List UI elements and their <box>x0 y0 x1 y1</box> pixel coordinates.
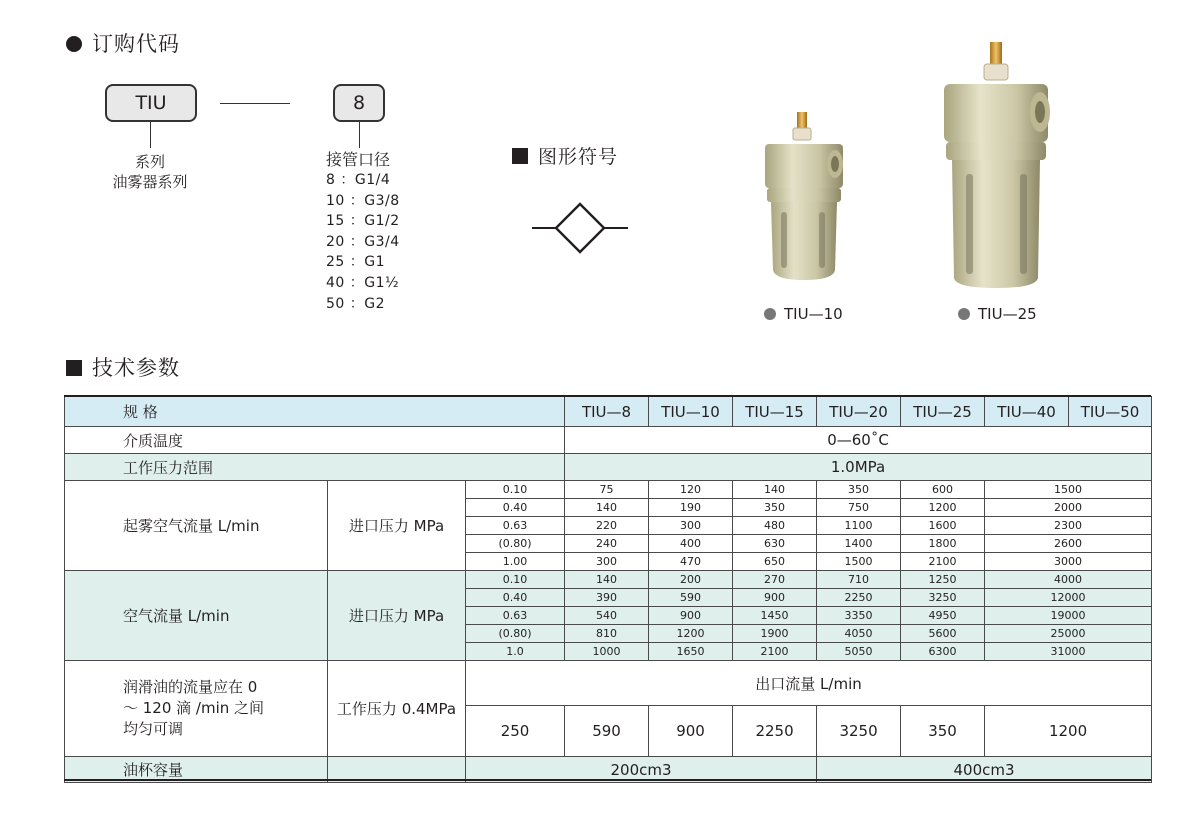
header-model: TIU—10 <box>649 397 733 427</box>
value-cell: 3000 <box>985 553 1152 571</box>
row-sublabel: 进口压力 MPa <box>328 481 466 571</box>
value-cell: 1000 <box>565 643 649 661</box>
header-model: TIU—25 <box>901 397 985 427</box>
pressure-cell: 1.0 <box>466 643 565 661</box>
header-model: TIU—40 <box>985 397 1069 427</box>
port-option: 25 ：G1 <box>326 254 386 271</box>
bullet-square-icon <box>66 360 82 376</box>
value-cell: 2600 <box>985 535 1152 553</box>
lubricator-large-image <box>930 40 1060 290</box>
lube-label <box>65 661 328 757</box>
value-cell: 270 <box>733 571 817 589</box>
lube-label-line: ～ 120 滴 /min 之间 <box>123 699 265 717</box>
value-cell: 350 <box>733 499 817 517</box>
value-cell: 1200 <box>649 625 733 643</box>
port-option: 40 ：G1½ <box>326 274 400 291</box>
value-cell: 1800 <box>901 535 985 553</box>
value-cell: 390 <box>565 589 649 607</box>
lube-label-line: 润滑油的流量应在 0 <box>123 678 258 696</box>
bullet-square-icon <box>512 148 528 164</box>
header-model: TIU—50 <box>1069 397 1152 427</box>
port-code: 8 <box>352 92 366 114</box>
value-cell: 2300 <box>985 517 1152 535</box>
row-sublabel: 进口压力 MPa <box>328 571 466 661</box>
code-dash <box>220 103 290 104</box>
product-caption-large <box>958 305 1037 323</box>
port-code-box <box>333 84 385 122</box>
value-cell: 630 <box>733 535 817 553</box>
value-cell: 140 <box>733 481 817 499</box>
value-cell: 5050 <box>817 643 901 661</box>
value-cell: 480 <box>733 517 817 535</box>
outlet-value: 250 <box>466 706 565 757</box>
value-cell: 19000 <box>985 607 1152 625</box>
table-row <box>65 481 1152 499</box>
row-label: 起雾空气流量 L/min <box>65 481 328 571</box>
value-cell: 3350 <box>817 607 901 625</box>
lube-label-line: 均匀可调 <box>123 720 184 738</box>
pressure-cell: 1.00 <box>466 553 565 571</box>
outlet-value: 900 <box>649 706 733 757</box>
symbol-heading <box>512 142 618 169</box>
pressure-cell: 0.40 <box>466 589 565 607</box>
header-model: TIU—8 <box>565 397 649 427</box>
bullet-circle-icon <box>66 36 82 52</box>
value-cell: 6300 <box>901 643 985 661</box>
grey-dot-icon <box>764 308 776 320</box>
work-pressure-label: 工作压力 0.4MPa <box>328 661 466 757</box>
value-cell: 1100 <box>817 517 901 535</box>
value-cell: 200 <box>649 571 733 589</box>
lubricator-small-image <box>755 108 855 288</box>
value-cell: 2250 <box>817 589 901 607</box>
series-label-line2: 油雾器系列 <box>112 173 188 191</box>
series-code-box <box>105 84 197 122</box>
symbol-title: 图形符号 <box>538 146 619 168</box>
value-cell: 650 <box>733 553 817 571</box>
order-code-title: 订购代码 <box>92 32 180 56</box>
header-model: TIU—15 <box>733 397 817 427</box>
value-cell: 900 <box>649 607 733 625</box>
pressure-cell: (0.80) <box>466 625 565 643</box>
value-cell: 1900 <box>733 625 817 643</box>
outlet-value: 1200 <box>985 706 1152 757</box>
outlet-value: 350 <box>901 706 985 757</box>
value-cell: 590 <box>649 589 733 607</box>
row-label: 介质温度 <box>65 427 565 454</box>
series-label <box>100 152 200 192</box>
pressure-cell: 0.63 <box>466 607 565 625</box>
port-option: 20 ：G3/4 <box>326 233 400 250</box>
port-option: 15 ：G1/2 <box>326 213 400 230</box>
port-option: 50 ：G2 <box>326 295 386 312</box>
outlet-flow-label: 出口流量 L/min <box>466 661 1152 706</box>
grey-dot-icon <box>958 308 970 320</box>
product-label: TIU—25 <box>978 305 1037 323</box>
value-cell: 140 <box>565 571 649 589</box>
spec-table <box>64 396 1152 783</box>
pressure-cell: 0.63 <box>466 517 565 535</box>
value-cell: 540 <box>565 607 649 625</box>
value-cell: 300 <box>565 553 649 571</box>
table-header-row <box>65 397 1152 427</box>
row-value: 0—60˚C <box>565 427 1152 454</box>
table-row <box>65 661 1152 706</box>
port-label: 接管口径 <box>326 150 391 169</box>
series-connector <box>150 122 151 148</box>
bowl-small-value: 200cm3 <box>466 757 817 783</box>
value-cell: 400 <box>649 535 733 553</box>
value-cell: 350 <box>817 481 901 499</box>
value-cell: 2100 <box>733 643 817 661</box>
table-top-rule <box>64 395 1151 397</box>
value-cell: 1400 <box>817 535 901 553</box>
series-code: TIU <box>135 92 167 114</box>
specs-title: 技术参数 <box>92 356 180 380</box>
value-cell: 900 <box>733 589 817 607</box>
port-option: 10 ：G3/8 <box>326 192 400 209</box>
value-cell: 470 <box>649 553 733 571</box>
port-spec <box>326 150 400 314</box>
pressure-cell: 0.40 <box>466 499 565 517</box>
value-cell: 240 <box>565 535 649 553</box>
value-cell: 710 <box>817 571 901 589</box>
value-cell: 1500 <box>985 481 1152 499</box>
value-cell: 1500 <box>817 553 901 571</box>
value-cell: 120 <box>649 481 733 499</box>
value-cell: 220 <box>565 517 649 535</box>
value-cell: 1450 <box>733 607 817 625</box>
pressure-cell: 0.10 <box>466 571 565 589</box>
outlet-value: 3250 <box>817 706 901 757</box>
port-connector <box>359 122 360 148</box>
value-cell: 2000 <box>985 499 1152 517</box>
outlet-value: 2250 <box>733 706 817 757</box>
value-cell: 2100 <box>901 553 985 571</box>
value-cell: 75 <box>565 481 649 499</box>
specs-heading <box>66 352 180 382</box>
value-cell: 300 <box>649 517 733 535</box>
order-code-heading <box>66 28 180 58</box>
table-row <box>65 454 1152 481</box>
product-caption-small <box>764 305 843 323</box>
header-model: TIU—20 <box>817 397 901 427</box>
value-cell: 810 <box>565 625 649 643</box>
value-cell: 1200 <box>901 499 985 517</box>
value-cell: 31000 <box>985 643 1152 661</box>
value-cell: 5600 <box>901 625 985 643</box>
value-cell: 190 <box>649 499 733 517</box>
header-spec-label: 规 格 <box>65 397 565 427</box>
row-label: 空气流量 L/min <box>65 571 328 661</box>
value-cell: 4950 <box>901 607 985 625</box>
value-cell: 3250 <box>901 589 985 607</box>
outlet-value: 590 <box>565 706 649 757</box>
row-label: 工作压力范围 <box>65 454 565 481</box>
row-value: 1.0MPa <box>565 454 1152 481</box>
pressure-cell: 0.10 <box>466 481 565 499</box>
product-label: TIU—10 <box>784 305 843 323</box>
value-cell: 4050 <box>817 625 901 643</box>
value-cell: 1250 <box>901 571 985 589</box>
value-cell: 750 <box>817 499 901 517</box>
table-row <box>65 571 1152 589</box>
table-row <box>65 427 1152 454</box>
table-bottom-rule <box>64 779 1151 781</box>
bowl-large-value: 400cm3 <box>817 757 1152 783</box>
value-cell: 12000 <box>985 589 1152 607</box>
value-cell: 25000 <box>985 625 1152 643</box>
value-cell: 1600 <box>901 517 985 535</box>
pressure-cell: (0.80) <box>466 535 565 553</box>
row-label: 油杯容量 <box>65 757 328 783</box>
value-cell: 140 <box>565 499 649 517</box>
series-label-line1: 系列 <box>134 153 165 171</box>
value-cell: 600 <box>901 481 985 499</box>
port-option: 8 ：G1/4 <box>326 172 391 188</box>
lubricator-symbol-icon <box>532 200 632 260</box>
value-cell: 4000 <box>985 571 1152 589</box>
value-cell: 1650 <box>649 643 733 661</box>
